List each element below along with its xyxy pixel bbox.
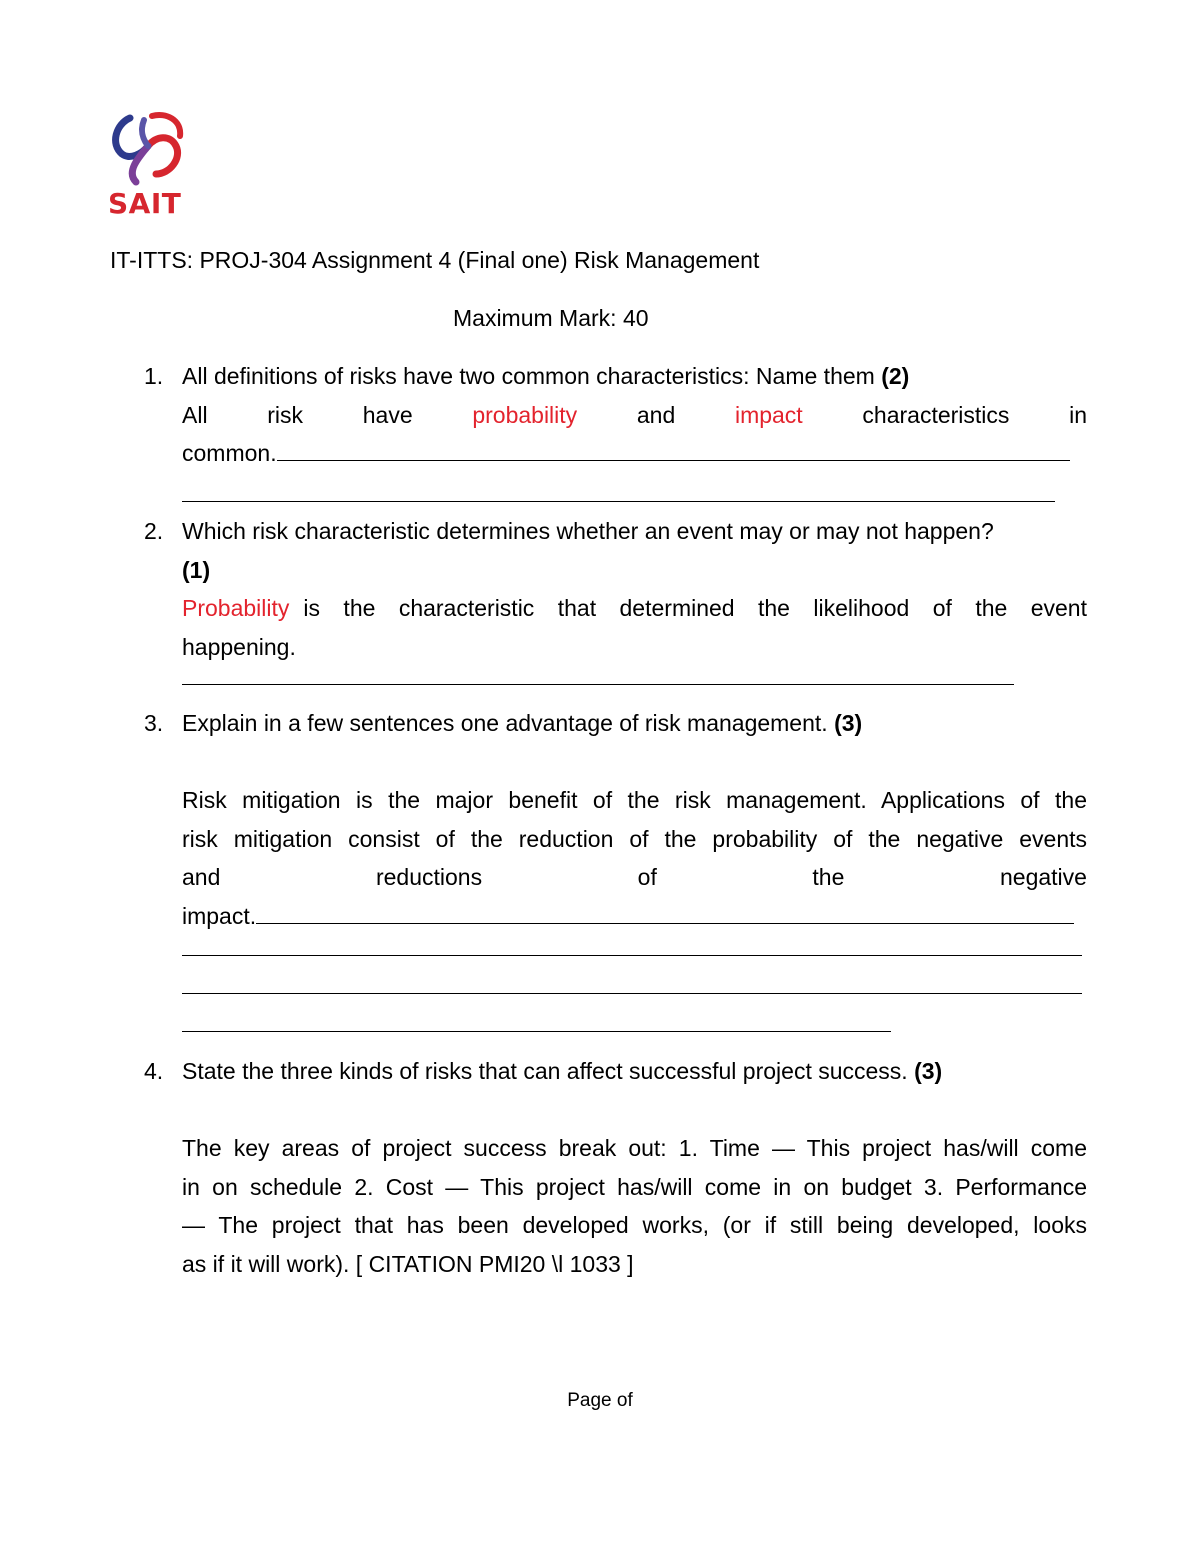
question-marks: (1)	[182, 556, 211, 583]
question-marks: (2)	[881, 363, 910, 389]
question-prompt: State the three kinds of risks that can affect successful project success. (3)	[182, 1058, 943, 1084]
answer-blank-line	[277, 459, 1070, 461]
answer-text: The key areas of project success break out: 1. Time — This project has/will come	[182, 1135, 1087, 1161]
question-number: 3.	[144, 710, 164, 736]
answer-highlight: probability	[472, 401, 578, 428]
answer-blank-line	[256, 922, 1074, 924]
answer-text: All risk have probability and impact characteristics in	[182, 396, 1087, 435]
document-title: IT-ITTS: PROJ-304 Assignment 4 (Final one) Risk Management	[110, 247, 760, 273]
question-marks: (3)	[914, 1058, 943, 1084]
answer-blank-line	[182, 501, 1055, 502]
question-prompt: Which risk characteristic determines whether an event may or may not happen?	[182, 518, 994, 544]
sait-logo	[108, 110, 188, 220]
logo-wordmark: SAIT	[108, 187, 182, 220]
page-footer: Page of	[567, 1390, 633, 1411]
question-marks: (3)	[834, 710, 863, 736]
answer-blank-line	[182, 993, 1082, 994]
answer-text: Probability is the characteristic that determined the likelihood of the event	[182, 589, 1087, 628]
answer-blank-line	[182, 1031, 891, 1032]
document-page: SAIT IT-ITTS: PROJ-304 Assignment 4 (Final one) Risk Management Maximum Mark: 40 1. All definitions of risks have two common characteristics: Name them (2) All risk have probability and impact characteristics in common. 2. Which risk characteristic determines whether an event may or may not happen? (1) Probability is the characteristic that determined the likelihood of the event happening. 3. Explain in a few sentences one advantage of risk management. (3) Risk mitigation is the major benefit of the risk management. Applications of the risk mitigation consist of the reduction of the probability of the negative events and reductions of the negative impact. 4. State the three kinds of risks that can affect successful project success. (3) The key areas of project success break out: 1. Time — This project has/will come in on schedule 2. Cost — This project has/will come in on budget 3. Performance — The project that has been developed works, (or if still being developed, looks as if it will work). [ CITATION PMI20 \l 1033 ] Page of	[0, 0, 1200, 1553]
answer-highlight: impact	[734, 401, 803, 428]
answer-highlight: Probability	[182, 595, 290, 621]
question-prompt: All definitions of risks have two common characteristics: Name them (2)	[182, 363, 910, 389]
question-prompt: Explain in a few sentences one advantage of risk management. (3)	[182, 710, 863, 736]
question-number: 1.	[144, 363, 164, 389]
question-number: 4.	[144, 1058, 164, 1084]
maximum-mark: Maximum Mark: 40	[453, 305, 649, 331]
question-number: 2.	[144, 518, 164, 544]
answer-text: Risk mitigation is the major benefit of the risk management. Applications of the	[182, 787, 1087, 813]
answer-blank-line	[182, 955, 1082, 956]
answer-blank-line	[182, 684, 1014, 685]
citation-line: as if it will work). [ CITATION PMI20 \l 1033 ]	[182, 1250, 634, 1277]
sait-logo-mark-icon	[108, 110, 188, 188]
